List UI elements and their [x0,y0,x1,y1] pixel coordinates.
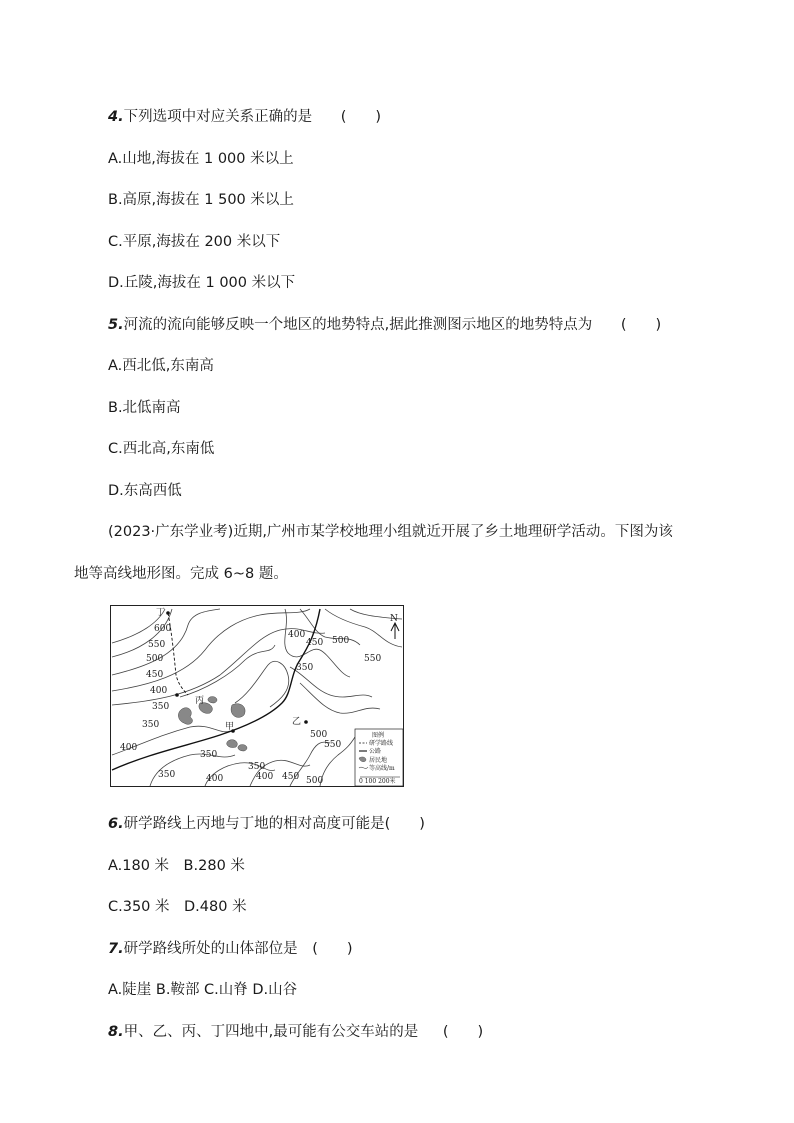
answer-blank: ( ) [384,816,425,832]
contour-label: 350 [296,663,314,673]
contour-label: 350 [158,770,176,780]
question-text: 甲、乙、丙、丁四地中,最可能有公交车站的是 [123,1024,419,1040]
question-number: 8. [108,1024,124,1040]
intro-line-2: 地等高线地形图。完成 6~8 题。 [74,566,288,582]
contour-label: 500 [332,636,350,646]
legend-road: 公路 [369,748,382,755]
question-text: 下列选项中对应关系正确的是 [123,109,313,125]
contour-label: 500 [310,730,328,740]
contour-label: 450 [146,670,164,680]
legend-scale: 0 100 200米 [359,778,396,785]
legend-contour: 等高线/m [369,765,395,772]
q4-option-a: A.山地,海拔在 1 000 米以上 [108,151,294,167]
q5-option-a: A.西北低,东南高 [108,358,214,374]
q5-option-c: C.西北高,东南低 [108,441,215,457]
place-ding: 丁 [156,608,166,618]
contour-label: 400 [150,686,168,696]
contour-map-figure [110,605,404,787]
contour-label: 350 [152,702,170,712]
q6-options-row-2: C.350 米 D.480 米 [108,899,247,915]
legend-title: 图例 [372,732,385,739]
contour-label: 500 [306,776,324,786]
question-number: 6. [108,816,124,832]
question-number: 7. [108,941,124,957]
question-text: 研学路线上丙地与丁地的相对高度可能是 [123,816,385,832]
q5-option-b: B.北低南高 [108,400,181,416]
question-8-stem [108,1022,483,1042]
contour-label: 550 [148,640,166,650]
q4-option-c: C.平原,海拔在 200 米以下 [108,234,281,250]
legend-settlement: 居民地 [369,757,388,764]
contour-label: 500 [146,654,164,664]
intro-line-1: (2023·广东学业考)近期,广州市某学校地理小组就近开展了乡土地理研学活动。下图为该 [108,524,673,540]
q4-option-d: D.丘陵,海拔在 1 000 米以下 [108,275,296,291]
contour-map [110,605,404,787]
question-number: 4. [108,109,124,125]
question-text: 河流的流向能够反映一个地区的地势特点,据此推测图示地区的地势特点为 [123,317,593,333]
svg-text:N: N [390,614,398,624]
answer-blank: ( ) [340,109,382,125]
answer-blank: ( ) [312,941,353,957]
q4-option-b: B.高原,海拔在 1 500 米以上 [108,192,294,208]
map-legend [355,729,403,786]
answer-blank: ( ) [620,317,662,333]
contour-label: 350 [248,762,266,772]
contour-label: 600 [154,624,172,634]
question-7-stem [108,939,353,959]
question-6-stem [108,814,425,834]
contour-label: 450 [306,638,324,648]
question-4-stem [108,107,381,127]
q6-options-row-1: A.180 米 B.280 米 [108,858,245,874]
contour-label: 550 [324,740,342,750]
contour-label: 400 [256,772,274,782]
contour-label: 350 [142,720,160,730]
answer-blank: ( ) [442,1024,484,1040]
contour-label: 400 [120,743,138,753]
contour-label: 400 [288,630,306,640]
contour-label: 350 [200,750,218,760]
question-text: 研学路线所处的山体部位是 [123,941,298,957]
question-number: 5. [108,317,124,333]
contour-label: 550 [364,654,382,664]
place-yi: 乙 [292,717,302,727]
place-jia: 甲 [225,722,235,732]
question-5-stem [108,315,661,335]
place-bing: 丙 [195,696,205,706]
q7-options: A.陡崖 B.鞍部 C.山脊 D.山谷 [108,982,298,998]
legend-route: 研学路线 [369,740,394,747]
contour-label: 400 [206,774,224,784]
q5-option-d: D.东高西低 [108,483,182,499]
contour-label: 450 [282,772,300,782]
